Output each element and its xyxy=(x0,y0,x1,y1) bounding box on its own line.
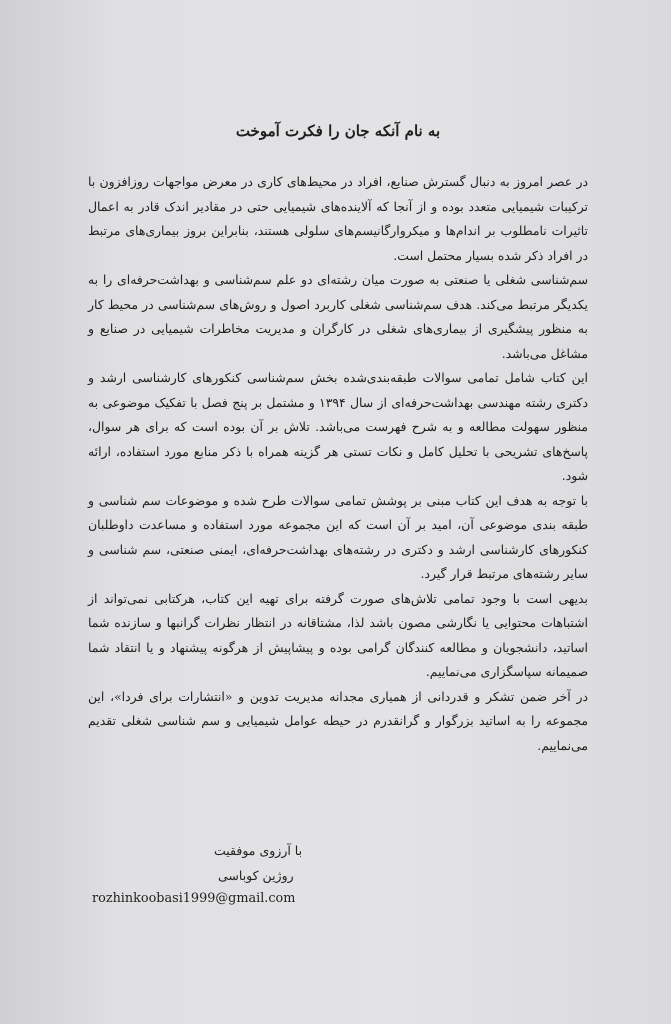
paragraph-3: این کتاب شامل تمامی سوالات طبقه‌بندی‌شده بخش سم‌شناسی کنکورهای کارشناسی ارشد و دکتری رشته مهندسی بهداشت‌حرفه‌ای از سال ۱۳۹۴ و مشتمل بر پنج فصل با تفکیک موضوعی به منظور سهولت مطالعه و به شرح فهرست می‌باشد. تلاش بر آن بوده است که برای هر سوال، پاسخ‌های تشریحی با تحلیل کامل و نکات تستی هر گزینه همراه با ذکر منابع مورد استفاده، ارائه شود. xyxy=(88,370,588,483)
paragraph-1: در عصر امروز به دنبال گسترش صنایع، افراد در محیط‌های کاری در معرض مواجهات روزافزون با ترکیبات شیمیایی متعدد بوده و از آنجا که آلاینده‌های شیمیایی حتی در مقادیر اندک قادر به اعمال تاثیرات نامطلوب بر اندام‌ها و میکروارگانیسم‌های سلولی هستند، بنابراین بروز بیماری‌های مرتبط در افراد ذکر شده بسیار محتمل است. xyxy=(88,174,588,263)
author-email: rozhinkoobasi1999@gmail.com xyxy=(92,891,296,906)
preface-body xyxy=(88,120,588,758)
paragraph-5: بدیهی است با وجود تمامی تلاش‌های صورت گرفته برای تهیه این کتاب، هرکتابی نمی‌تواند از اشتباهات محتوایی یا نگارشی مصون باشد لذا، مشتاقانه در انتظار نظرات گرانبها و سازنده شما اساتید، دانشجویان و مطالعه کنندگان گرامی بوده و پیشاپیش از هرگونه پیشنهاد و یا انتقاد شما صمیمانه سپاسگزاری می‌نماییم. xyxy=(88,590,588,679)
paragraph-6: در آخر ضمن تشکر و قدردانی از همیاری مجدانه مدیریت تدوین و «انتشارات برای فردا»، این مجموعه را به اساتید بزرگوار و گرانقدرم در حیطه عوامل شیمیایی و سم شناسی شغلی تقدیم می‌نماییم. xyxy=(88,688,588,753)
paragraph-2: سم‌شناسی شغلی یا صنعتی به صورت میان رشته‌ای دو علم سم‌شناسی و بهداشت‌حرفه‌ای را به یکدیگر مرتبط می‌کند. هدف سم‌شناسی شغلی کاربرد اصول و روش‌های سم‌شناسی در محیط کار به منظور پیشگیری از بیماری‌های شغلی در کارگران و مدیریت مخاطرات شیمیایی در صنایع و مشاغل می‌باشد. xyxy=(88,272,588,361)
page-title: به نام آنکه جان را فکرت آموخت xyxy=(235,122,441,140)
signature-wish: با آرزوی موفقیت xyxy=(214,843,303,858)
paragraph-4: با توجه به هدف این کتاب مبنی بر پوشش تمامی سوالات طرح شده و موضوعات سم شناسی و طبقه بندی موضوعی آن، امید بر آن است که این مجموعه مورد استفاده و مساعدت داوطلبان کنکورهای کارشناسی ارشد و دکتری در رشته‌های بهداشت‌حرفه‌ای، ایمنی صنعتی، سم شناسی و سایر رشته‌های مرتبط قرار گیرد. xyxy=(88,492,588,581)
author-name: روژین کوباسی xyxy=(218,868,294,883)
signature-block xyxy=(78,842,318,942)
